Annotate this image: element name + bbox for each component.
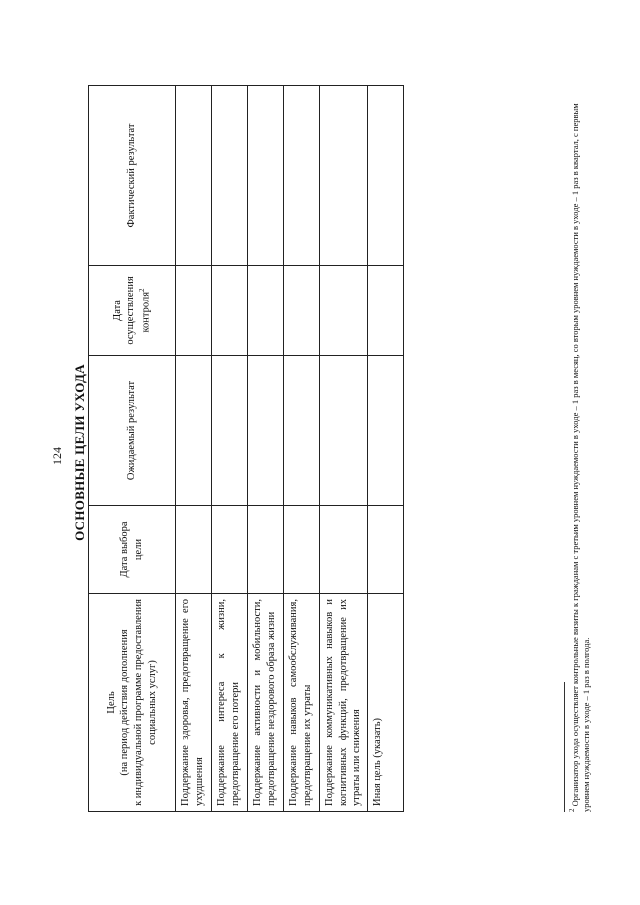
table-row [176, 86, 212, 812]
expected-result-cell[interactable] [284, 356, 320, 506]
expected-result-cell[interactable] [320, 356, 368, 506]
table-header-row [89, 86, 176, 812]
control-date-cell[interactable] [212, 266, 248, 356]
table-row [367, 86, 403, 812]
goal-cell: Поддержание активности и мобильности, предотвращение нездорового образа жизни [248, 594, 284, 812]
header-actual-result: Фактический результат [89, 86, 176, 266]
control-date-cell[interactable] [284, 266, 320, 356]
care-goals-table [88, 85, 404, 812]
expected-result-cell[interactable] [367, 356, 403, 506]
expected-result-cell[interactable] [248, 356, 284, 506]
page-number: 124 [50, 447, 64, 465]
control-date-cell[interactable] [248, 266, 284, 356]
selection-date-cell[interactable] [176, 506, 212, 594]
expected-result-cell[interactable] [176, 356, 212, 506]
header-goal-line-2: (на период действия дополнения [119, 629, 131, 776]
actual-result-cell[interactable] [212, 86, 248, 266]
actual-result-cell[interactable] [367, 86, 403, 266]
actual-result-cell[interactable] [248, 86, 284, 266]
footnote-divider [564, 682, 565, 812]
table-row [212, 86, 248, 812]
header-expected-result: Ожидаемый результат [89, 356, 176, 506]
selection-date-cell[interactable] [248, 506, 284, 594]
selection-date-cell[interactable] [284, 506, 320, 594]
header-goal-line-1: Цель [105, 691, 117, 714]
goal-cell: Поддержание коммуникативных навыков и когнитивных функций, предотвращение их утраты или снижения [320, 594, 368, 812]
header-goal-line-4: социальных услуг) [146, 660, 158, 745]
page-title: ОСНОВНЫЕ ЦЕЛИ УХОДА [72, 364, 87, 541]
actual-result-cell[interactable] [320, 86, 368, 266]
table-row [320, 86, 368, 812]
goal-cell: Поддержание интереса к жизни, предотвращение его потери [212, 594, 248, 812]
table-row [284, 86, 320, 812]
goal-cell: Поддержание навыков самообслуживания, предотвращение их утраты [284, 594, 320, 812]
goal-cell: Поддержание здоровья, предотвращение его ухудшения [176, 594, 212, 812]
header-goal-line-3: к индивидуальной программе предоставления [133, 599, 144, 806]
control-date-cell[interactable] [176, 266, 212, 356]
header-control-date [89, 266, 176, 356]
actual-result-cell[interactable] [176, 86, 212, 266]
goal-cell: Иная цель (указать) [367, 594, 403, 812]
footnote-marker: 2 [568, 808, 576, 812]
actual-result-cell[interactable] [284, 86, 320, 266]
footnote-ref: 2 [138, 288, 147, 292]
header-control-date-label: Дата осуществления контроля [111, 276, 152, 345]
footnote-text: Организатор ухода осуществляет контрольные визиты к гражданам с третьим уровнем нуждаемости в уходе – 1 раз в месяц, со вторым уровнем нуждаемости в уходе – 1 раз в квартал, с первым уровнем нуждаемости в уходе – 1 раз в полгода. [569, 103, 591, 812]
control-date-cell[interactable] [367, 266, 403, 356]
expected-result-cell[interactable] [212, 356, 248, 506]
selection-date-cell[interactable] [212, 506, 248, 594]
footnote [568, 86, 592, 812]
header-selection-date: Дата выбора цели [89, 506, 176, 594]
header-goal [89, 594, 176, 812]
table-row [248, 86, 284, 812]
selection-date-cell[interactable] [320, 506, 368, 594]
selection-date-cell[interactable] [367, 506, 403, 594]
control-date-cell[interactable] [320, 266, 368, 356]
